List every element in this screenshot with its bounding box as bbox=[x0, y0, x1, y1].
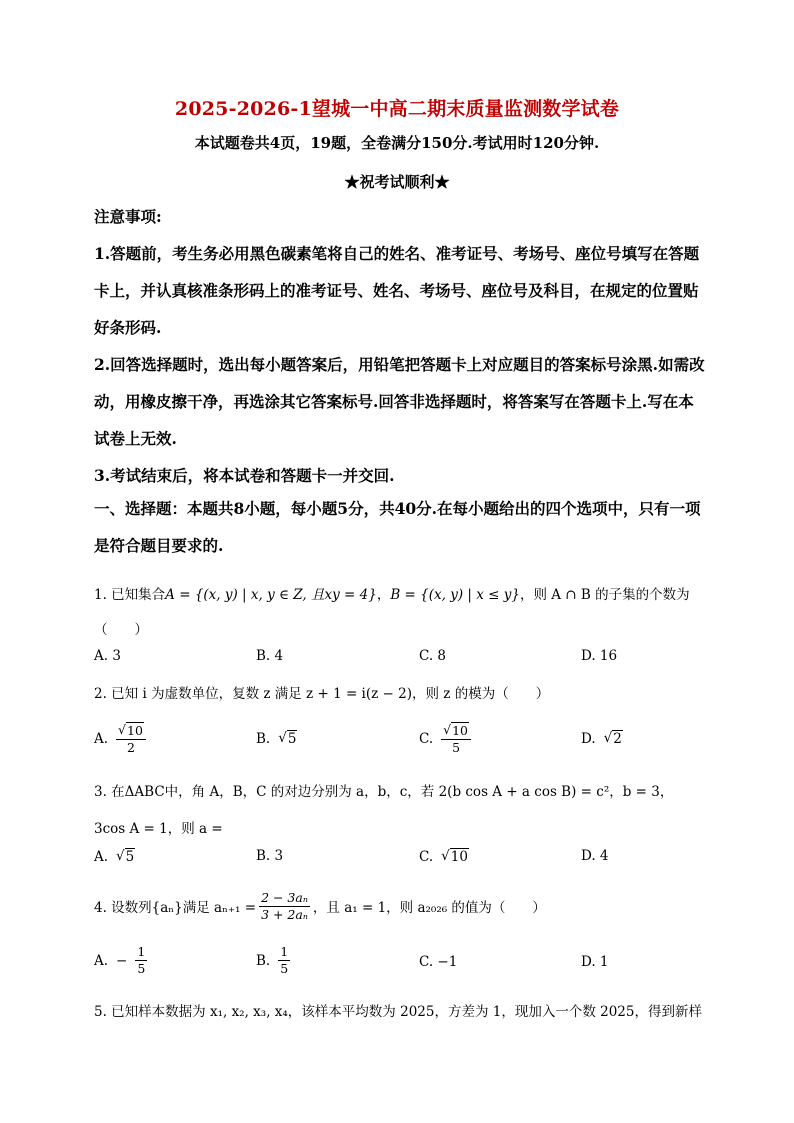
q2-a-den: 2 bbox=[127, 740, 135, 755]
notes-heading: 注意事项: bbox=[94, 207, 162, 226]
q4-frac-den: 3 + 2aₙ bbox=[261, 906, 308, 922]
q4-suffix: ，且 a₁ = 1，则 a₂₀₂₆ 的值为（ ） bbox=[312, 900, 546, 916]
q1-options bbox=[94, 648, 706, 676]
notes-item-1: 1.答题前，考生务必用黑色碳素笔将自己的姓名、准考证号、考场号、座位号填写在答题卡上，并认真核准条形码上的准考证号、姓名、考场号、座位号及科目，在规定的位置贴好条形码. bbox=[94, 244, 700, 337]
q4-b-label: B. bbox=[256, 952, 271, 969]
q2-c-fraction: √ 10 5 bbox=[441, 722, 471, 756]
q4-option-d: D. 1 bbox=[581, 954, 609, 970]
q4-b-fraction bbox=[278, 944, 290, 977]
q1-option-c: C. 8 bbox=[419, 648, 447, 664]
q2-option-a bbox=[94, 722, 146, 756]
question-4 bbox=[94, 886, 706, 926]
q4-b-den: 5 bbox=[280, 961, 289, 976]
question-1 bbox=[94, 582, 706, 608]
q2-d-rad: 2 bbox=[613, 731, 622, 747]
q3-c-rad: 10 bbox=[450, 849, 468, 865]
q1-comma: ， bbox=[376, 587, 391, 603]
exam-title: 2025-2026-1望城一中高二期末质量监测数学试卷 bbox=[174, 98, 620, 120]
q2-a-fraction: √ 10 2 bbox=[116, 722, 146, 756]
q3-option-d: D. 4 bbox=[581, 848, 609, 864]
q1-option-a: A. 3 bbox=[94, 648, 121, 664]
q2-c-label: C. bbox=[419, 731, 434, 747]
q1-blank: （ ） bbox=[94, 622, 148, 638]
q4-a-sign: − bbox=[116, 952, 128, 969]
q4-a-den: 5 bbox=[137, 961, 146, 976]
q4-a-fraction bbox=[135, 944, 147, 977]
q1-set-b: B = {(x, y) | x ≤ y} bbox=[390, 587, 520, 603]
q4-option-c: C. −1 bbox=[419, 954, 458, 970]
q4-option-b bbox=[256, 944, 290, 977]
q1-set-a: A = {(x, y) | x, y ∈ Z, 且xy = 4} bbox=[165, 587, 377, 603]
q2-option-c bbox=[419, 722, 471, 756]
q2-option-b: B. √ 5 bbox=[256, 730, 297, 747]
q2-b-label: B. bbox=[256, 730, 271, 747]
q4-prefix: 4. 设数列{aₙ}满足 aₙ₊₁ = bbox=[94, 900, 257, 916]
q2-b-rad: 5 bbox=[287, 731, 297, 747]
q1-prefix: 1. 已知集合 bbox=[94, 587, 166, 603]
q1-option-d: D. 16 bbox=[581, 648, 618, 664]
q4-option-a bbox=[94, 944, 147, 977]
q2-a-num: 10 bbox=[127, 723, 143, 738]
q1-suffix: ，则 A ∩ B 的子集的个数为 bbox=[519, 587, 690, 603]
q3-option-b: B. 3 bbox=[256, 848, 284, 864]
question-3-line-2: 3cos A = 1，则 a = bbox=[94, 821, 223, 837]
q4-frac-num: 2 − 3aₙ bbox=[261, 889, 308, 905]
question-2: 2. 已知 i 为虚数单位，复数 z 满足 z + 1 = i(z − 2)，则 z 的模为（ ） bbox=[94, 686, 550, 702]
q4-b-num: 1 bbox=[280, 944, 289, 959]
q4-options bbox=[94, 944, 706, 984]
question-3-line-1: 3. 在ΔABC中，角 A，B，C 的对边分别为 a，b，c，若 2(b cos A + a cos B) = c²，b = 3， bbox=[94, 784, 674, 800]
q3-a-rad: 5 bbox=[125, 849, 135, 865]
section-one-title: 一、选择题：本题共8小题，每小题5分，共40分.在每小题给出的四个选项中，只有一项是符合题目要求的. bbox=[94, 499, 701, 555]
notes-item-3: 3.考试结束后，将本试卷和答题卡一并交回. bbox=[94, 466, 395, 485]
q3-option-c: C. √ 10 bbox=[419, 848, 468, 865]
q3-a-label: A. bbox=[94, 848, 109, 865]
q2-options bbox=[94, 722, 706, 762]
q4-a-label: A. bbox=[94, 952, 109, 969]
q2-d-label: D. bbox=[581, 730, 596, 747]
q4-fraction bbox=[259, 890, 310, 923]
q2-c-den: 5 bbox=[452, 740, 461, 755]
q3-option-a: A. √ 5 bbox=[94, 848, 135, 865]
q2-a-label: A. bbox=[94, 731, 109, 747]
q1-option-b: B. 4 bbox=[256, 648, 284, 664]
q2-c-num: 10 bbox=[452, 723, 469, 738]
good-luck-line: ★祝考试顺利★ bbox=[344, 173, 450, 191]
notes-section bbox=[94, 198, 706, 494]
q3-options bbox=[94, 848, 706, 876]
question-5: 5. 已知样本数据为 x₁, x₂, x₃, x₄，该样本平均数为 2025，方差为 1，现加入一个数 2025，得到新样 bbox=[94, 1004, 702, 1020]
q2-option-d: D. √ 2 bbox=[581, 730, 622, 747]
q4-a-num: 1 bbox=[137, 944, 146, 959]
q3-c-label: C. bbox=[419, 848, 434, 865]
section-one-heading bbox=[94, 490, 706, 564]
exam-subtitle: 本试题卷共4页，19题，全卷满分150分.考试用时120分钟. bbox=[194, 134, 600, 152]
notes-item-2: 2.回答选择题时，选出每小题答案后，用铅笔把答题卡上对应题目的答案标号涂黑.如需改动，用橡皮擦干净，再选涂其它答案标号.回答非选择题时，将答案写在答题卡上.写在本试卷上无效. bbox=[94, 355, 705, 448]
